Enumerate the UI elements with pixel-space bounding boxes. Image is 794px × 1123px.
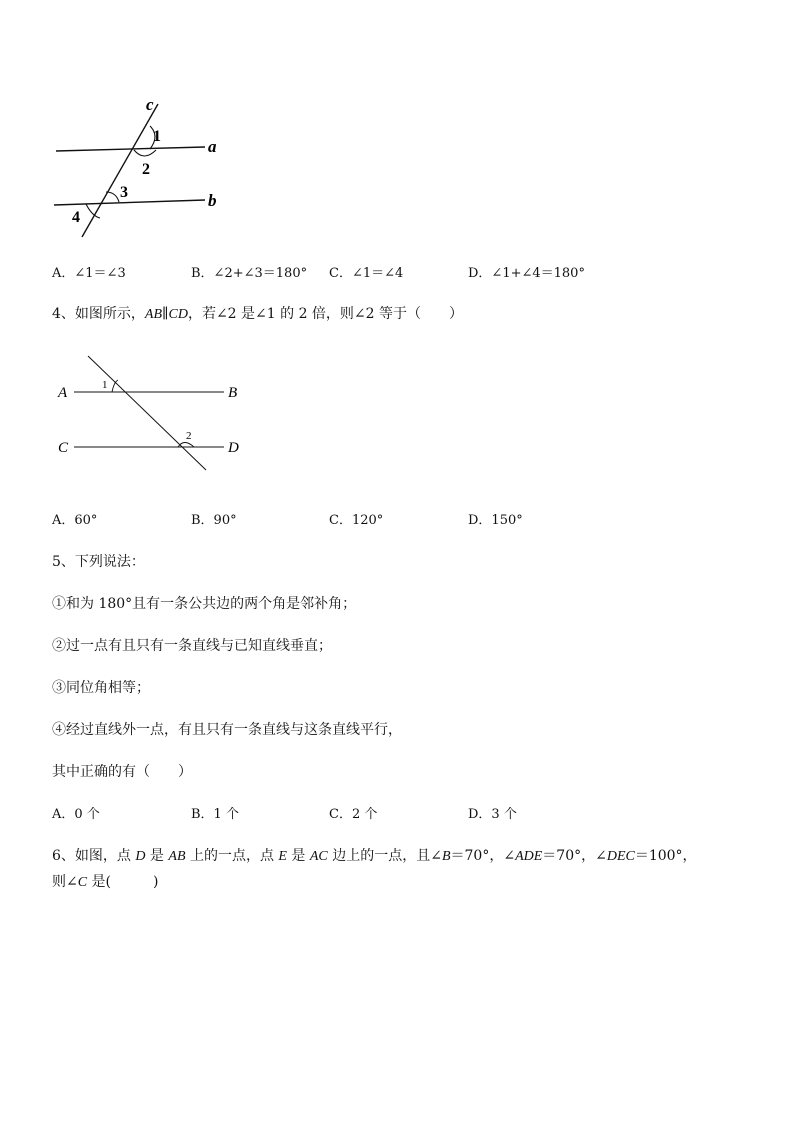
q6-angle-dec: DEC <box>606 849 635 864</box>
label-b: B <box>228 385 238 401</box>
q4-ab: AB <box>144 307 163 322</box>
label-angle-2: 2 <box>142 161 150 178</box>
q3-options <box>52 262 752 282</box>
label-b: b <box>208 191 217 210</box>
q5-stem: 5、下列说法： <box>52 554 145 570</box>
q6-text: ＝70°，∠ <box>450 848 516 864</box>
q6-point-e: E <box>278 849 287 864</box>
q5-options <box>52 803 752 823</box>
q4-prefix: 4、如图所示， <box>52 306 145 322</box>
label-a: a <box>208 137 217 156</box>
q5-option-b[interactable]: B．1 个 <box>191 807 239 822</box>
label-angle-3: 3 <box>120 184 128 201</box>
figure-parallel-lines-abc <box>40 92 240 242</box>
q4-option-a[interactable]: A．60° <box>52 513 98 528</box>
q4-option-d[interactable]: D．150° <box>468 513 523 528</box>
q6-text: 边上的一点，且∠ <box>327 848 442 864</box>
line-a <box>56 147 205 151</box>
label-angle-4: 4 <box>72 209 80 226</box>
q3-option-c[interactable]: C．∠1＝∠4 <box>329 266 404 281</box>
q6-text: 是 <box>145 848 169 864</box>
q6-stem-line-1 <box>52 845 697 865</box>
q4-cd: CD <box>168 307 188 322</box>
q6-angle-b: B <box>441 849 451 864</box>
q6-segment-ac: AC <box>309 849 328 864</box>
label-angle-1: 1 <box>153 128 161 145</box>
q4-options <box>52 509 752 529</box>
figure-ab-parallel-cd <box>50 350 260 480</box>
q4-stem <box>52 303 463 323</box>
q6-text: 则∠ <box>52 874 78 890</box>
q6-text: ＝70°，∠ <box>542 848 607 864</box>
q6-text: 上的一点，点 <box>185 848 279 864</box>
q6-stem-line-2 <box>52 871 158 891</box>
transversal-line <box>88 356 206 470</box>
q5-statement-4: ④经过直线外一点，有且只有一条直线与这条直线平行， <box>52 722 402 738</box>
q6-point-d: D <box>135 849 146 864</box>
label-angle-2: 2 <box>186 430 192 442</box>
q6-segment-ab: AB <box>168 849 186 864</box>
q5-ask: 其中正确的有（ ） <box>52 764 192 780</box>
q4-parallel-sign: ∥ <box>162 306 169 322</box>
q5-option-c[interactable]: C．2 个 <box>329 807 378 822</box>
q6-text: ＝100°， <box>634 848 697 864</box>
label-c: C <box>58 440 69 456</box>
q4-option-b[interactable]: B．90° <box>191 513 237 528</box>
q6-angle-ade: ADE <box>515 849 543 864</box>
q3-option-d[interactable]: D．∠1+∠4＝180° <box>468 266 585 281</box>
angle-arc-3 <box>106 192 119 202</box>
q5-statement-1: ①和为 180°且有一条公共边的两个角是邻补角； <box>52 596 357 612</box>
q4-suffix: ，若∠2 是∠1 的 2 倍，则∠2 等于（ ） <box>187 306 464 322</box>
label-d: D <box>228 440 239 456</box>
label-angle-1: 1 <box>102 379 108 391</box>
q5-statement-2: ②过一点有且只有一条直线与已知直线垂直； <box>52 638 332 654</box>
label-c: c <box>146 95 154 114</box>
q5-statement-3: ③同位角相等； <box>52 680 150 696</box>
q6-text: 是( ) <box>87 874 159 890</box>
q3-option-b[interactable]: B．∠2+∠3＝180° <box>191 266 308 281</box>
q3-option-a[interactable]: A．∠1＝∠3 <box>52 266 126 281</box>
line-b <box>54 200 205 205</box>
q5-option-d[interactable]: D．3 个 <box>468 807 517 822</box>
angle-arc-2 <box>178 443 194 448</box>
q5-option-a[interactable]: A．0 个 <box>52 807 100 822</box>
angle-arc-2 <box>134 150 156 156</box>
q4-option-c[interactable]: C．120° <box>329 513 384 528</box>
q6-angle-c: C <box>77 875 88 890</box>
angle-arc-4 <box>86 204 100 218</box>
label-a: A <box>58 385 68 401</box>
q6-text: 6、如图，点 <box>52 848 136 864</box>
q6-text: 是 <box>286 848 310 864</box>
